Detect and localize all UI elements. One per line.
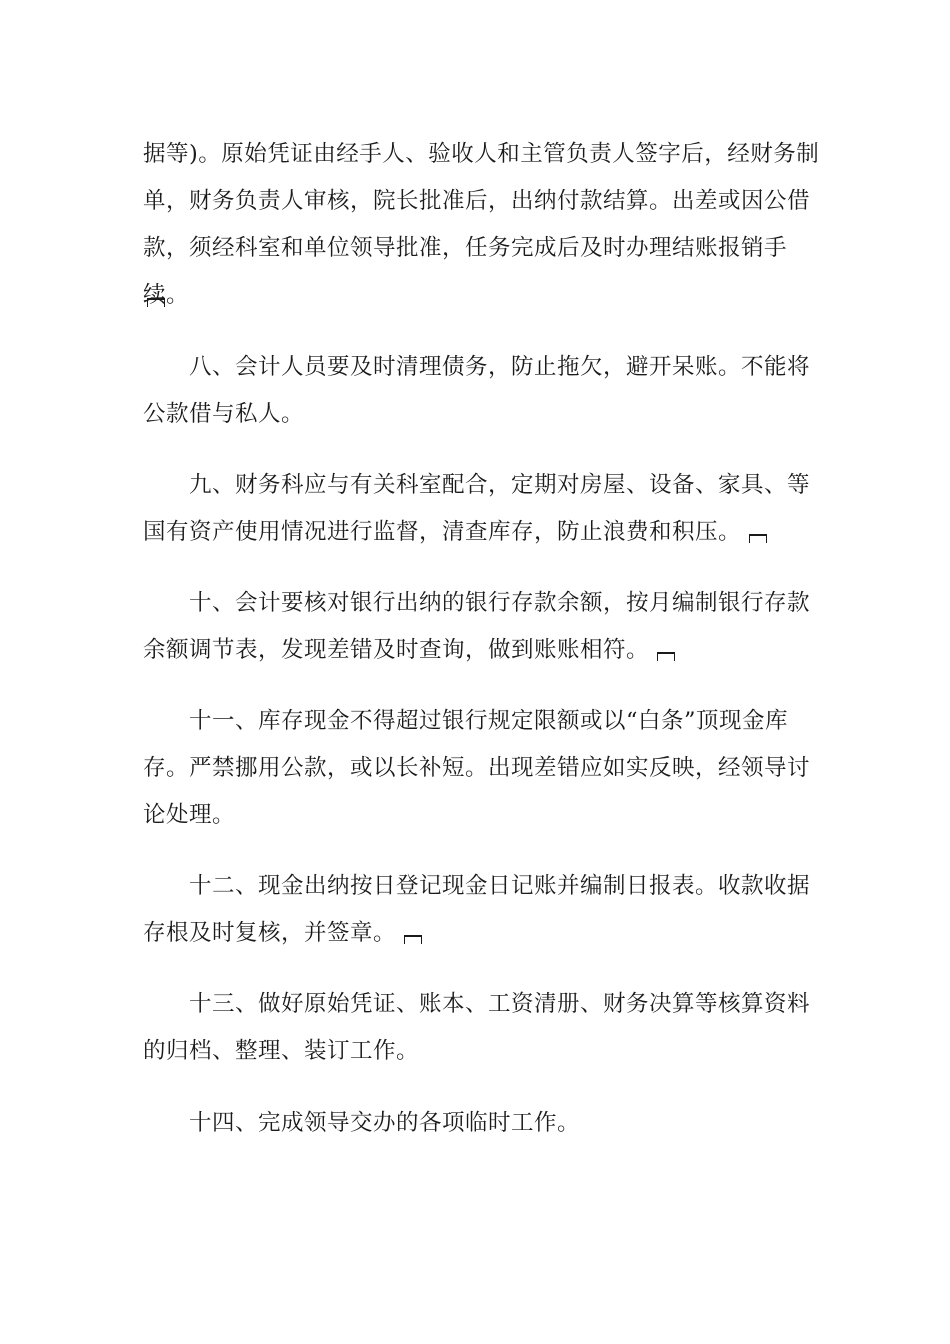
paragraph-item-9: 九、财务科应与有关科室配合，定期对房屋、设备、家具、等国有资产使用情况进行监督，清查库存，防止浪费和积压。: [143, 472, 811, 545]
paragraph-mark-icon: [749, 534, 767, 543]
paragraph-continuation: 据等)。原始凭证由经手人、验收人和主管负责人签字后，经财务制单，财务负责人审核，院长批准后，出纳付款结算。出差或因公借款，须经科室和单位领导批准，任务完成后及时办理结账报销手续。: [143, 141, 820, 308]
paragraph-item-14: 十四、完成领导交办的各项临时工作。: [189, 1110, 581, 1136]
paragraph-mark-icon: [404, 935, 422, 944]
paragraph-item-8: 八、会计人员要及时清理债务，防止拖欠，避开呆账。不能将公款借与私人。: [143, 354, 811, 427]
paragraph-mark-icon: [657, 652, 675, 661]
paragraph-mark-icon: [147, 298, 165, 307]
paragraph-item-12: 十二、现金出纳按日登记现金日记账并编制日报表。收款收据存根及时复核，并签章。: [143, 873, 811, 946]
paragraph-item-13: 十三、做好原始凭证、账本、工资清册、财务决算等核算资料的归档、整理、装订工作。: [143, 991, 811, 1064]
paragraph-item-10: 十、会计要核对银行出纳的银行存款余额，按月编制银行存款余额调节表，发现差错及时查询，做到账账相符。: [143, 590, 811, 663]
paragraph-item-11: 十一、库存现金不得超过银行规定限额或以“白条”顶现金库存。严禁挪用公款，或以长补短。出现差错应如实反映，经领导讨论处理。: [143, 708, 811, 828]
